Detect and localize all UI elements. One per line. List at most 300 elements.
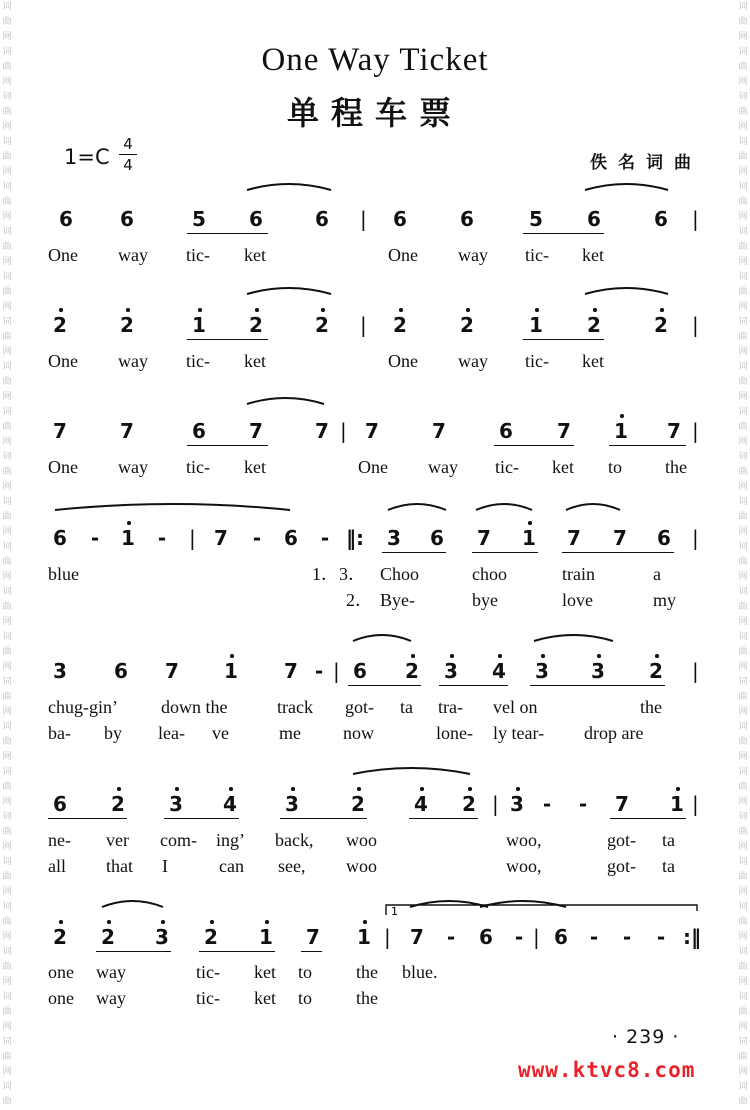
- watermark-glyph: 词: [738, 317, 748, 327]
- lyric: got-: [607, 830, 636, 850]
- watermark-glyph: 曲: [738, 602, 748, 612]
- hold-dash: -: [157, 526, 167, 550]
- lyric: got-: [607, 856, 636, 876]
- lyric: com-: [160, 830, 197, 850]
- watermark-glyph: 词: [738, 1037, 748, 1047]
- watermark-glyph: 曲: [2, 737, 12, 747]
- watermark-glyph: 网: [738, 617, 748, 627]
- note: 2: [109, 793, 127, 815]
- lyric: ne-: [48, 830, 71, 850]
- note: 1: [355, 926, 373, 948]
- watermark-glyph: 曲: [738, 1052, 748, 1062]
- watermark-glyph: 网: [738, 347, 748, 357]
- lyric: back,: [275, 830, 314, 850]
- slur-arc: [247, 184, 331, 190]
- lyric: tic-: [186, 457, 210, 477]
- watermark-glyph: 网: [2, 887, 12, 897]
- watermark-glyph: 曲: [2, 962, 12, 972]
- note: 6: [53, 792, 67, 816]
- watermark-glyph: 网: [738, 32, 748, 42]
- barline: |: [692, 792, 699, 816]
- watermark-glyph: 曲: [738, 557, 748, 567]
- lyric: tic-: [196, 962, 220, 982]
- slur-arc: [534, 635, 613, 641]
- lyric: ket: [552, 457, 574, 477]
- watermark-glyph: 网: [2, 482, 12, 492]
- lyric: my: [653, 590, 677, 610]
- watermark-glyph: 网: [738, 887, 748, 897]
- note: 6: [657, 526, 671, 550]
- lyric: ket: [244, 351, 266, 371]
- note: 1: [190, 314, 208, 336]
- lyric: ver: [106, 830, 129, 850]
- watermark-glyph: 词: [2, 92, 12, 102]
- watermark-glyph: 词: [738, 137, 748, 147]
- slur-arc: [480, 901, 566, 907]
- watermark-glyph: 网: [738, 752, 748, 762]
- watermark-glyph: 曲: [738, 17, 748, 27]
- note: 4: [221, 793, 239, 815]
- watermark-glyph: 词: [2, 812, 12, 822]
- note: 7: [214, 526, 228, 550]
- lyric: blue: [48, 564, 79, 584]
- watermark-glyph: 曲: [2, 62, 12, 72]
- watermark-glyph: 曲: [738, 467, 748, 477]
- watermark-glyph: 网: [738, 437, 748, 447]
- hold-dash: -: [622, 925, 632, 949]
- watermark-glyph: 词: [2, 857, 12, 867]
- note: 2: [652, 314, 670, 336]
- lyric: way: [96, 962, 126, 982]
- watermark-glyph: 词: [2, 227, 12, 237]
- lyric: that: [106, 856, 133, 876]
- volta-label: 1: [391, 905, 398, 918]
- watermark-glyph: 网: [738, 707, 748, 717]
- lyric: woo,: [506, 856, 542, 876]
- lyric: blue.: [402, 962, 438, 982]
- note: 2: [313, 314, 331, 336]
- watermark-glyph: 词: [738, 947, 748, 957]
- barline: |: [360, 313, 367, 337]
- watermark-glyph: 曲: [738, 737, 748, 747]
- note: 7: [165, 659, 179, 683]
- slur-arc: [410, 901, 488, 907]
- note: 3: [589, 660, 607, 682]
- watermark-glyph: 曲: [738, 917, 748, 927]
- watermark-glyph: 曲: [2, 647, 12, 657]
- lyric: the: [356, 962, 378, 982]
- note: 3: [167, 793, 185, 815]
- lyric: love: [562, 590, 593, 610]
- note: 2: [247, 314, 265, 336]
- watermark-glyph: 网: [2, 302, 12, 312]
- watermark-glyph: 曲: [2, 1097, 12, 1107]
- watermark-glyph: 网: [738, 212, 748, 222]
- watermark-glyph: 曲: [2, 1052, 12, 1062]
- barline: |: [492, 792, 499, 816]
- note: 2: [403, 660, 421, 682]
- note: 1: [612, 420, 630, 442]
- note: 6: [479, 925, 493, 949]
- watermark-glyph: 词: [2, 2, 12, 12]
- slur-arc: [55, 504, 290, 510]
- lyric: the: [640, 697, 662, 717]
- note: 1: [527, 314, 545, 336]
- slur-arc: [353, 635, 411, 641]
- note: 7: [249, 419, 263, 443]
- slur-arc: [585, 288, 668, 294]
- note: 7: [432, 419, 446, 443]
- watermark-glyph: 词: [738, 272, 748, 282]
- lyric: One: [48, 351, 78, 371]
- watermark-glyph: 词: [2, 992, 12, 1002]
- lyric: One: [358, 457, 388, 477]
- watermark-glyph: 曲: [738, 332, 748, 342]
- watermark-glyph: 曲: [738, 197, 748, 207]
- note: 6: [249, 207, 263, 231]
- repeat-barline: ‖:: [346, 526, 364, 550]
- watermark-glyph: 词: [738, 992, 748, 1002]
- watermark-glyph: 网: [2, 392, 12, 402]
- watermark-glyph: 网: [738, 572, 748, 582]
- barline: |: [692, 313, 699, 337]
- watermark-glyph: 曲: [738, 782, 748, 792]
- lyric: the: [665, 457, 687, 477]
- watermark-glyph: 网: [2, 1067, 12, 1077]
- watermark-glyph: 网: [2, 527, 12, 537]
- hold-dash: -: [578, 792, 588, 816]
- note: 6: [460, 207, 474, 231]
- note: 4: [412, 793, 430, 815]
- watermark-glyph: 词: [2, 587, 12, 597]
- note: 7: [410, 925, 424, 949]
- watermark-glyph: 曲: [738, 1097, 748, 1107]
- watermark-glyph: 网: [738, 1022, 748, 1032]
- note: 6: [499, 419, 513, 443]
- lyric: woo,: [506, 830, 542, 850]
- note: 2: [349, 793, 367, 815]
- note: 7: [120, 419, 134, 443]
- lyric: ket: [244, 245, 266, 265]
- watermark-glyph: 网: [738, 482, 748, 492]
- note: 2: [202, 926, 220, 948]
- lyric: tic-: [186, 245, 210, 265]
- note: 6: [353, 659, 367, 683]
- watermark-glyph: 词: [2, 272, 12, 282]
- lyric: drop are: [584, 723, 644, 743]
- watermark-glyph: 曲: [738, 512, 748, 522]
- note: 6: [654, 207, 668, 231]
- lyric: tic-: [495, 457, 519, 477]
- barline: |: [360, 207, 367, 231]
- barline: |: [189, 526, 196, 550]
- lyric: by: [104, 723, 122, 743]
- watermark-glyph: 曲: [2, 422, 12, 432]
- note: 7: [315, 419, 329, 443]
- lyric: tic-: [525, 245, 549, 265]
- watermark-glyph: 网: [2, 797, 12, 807]
- note: 2: [458, 314, 476, 336]
- watermark-glyph: 词: [2, 497, 12, 507]
- note: 7: [306, 925, 320, 949]
- watermark-glyph: 网: [2, 1022, 12, 1032]
- note: 7: [615, 792, 629, 816]
- lyric: One: [388, 245, 418, 265]
- watermark-glyph: 曲: [738, 377, 748, 387]
- watermark-glyph: 曲: [738, 242, 748, 252]
- slur-arc: [102, 901, 163, 907]
- watermark-glyph: 网: [738, 842, 748, 852]
- credit-line: 佚名词曲: [590, 153, 702, 173]
- watermark-glyph: 网: [738, 257, 748, 267]
- watermark-glyph: 网: [738, 167, 748, 177]
- watermark-glyph: 词: [738, 182, 748, 192]
- watermark-glyph: 曲: [2, 917, 12, 927]
- lyric: to: [298, 962, 313, 982]
- watermark-glyph: 网: [738, 122, 748, 132]
- lyric: a: [653, 564, 661, 584]
- lyric: got-: [345, 697, 374, 717]
- watermark-glyph: 网: [2, 617, 12, 627]
- watermark-glyph: 词: [738, 812, 748, 822]
- slur-arc: [247, 288, 331, 294]
- lyric: tic-: [196, 988, 220, 1008]
- hold-dash: -: [90, 526, 100, 550]
- watermark-glyph: 词: [2, 1082, 12, 1092]
- watermark-glyph: 网: [738, 392, 748, 402]
- note: 1: [520, 527, 538, 549]
- hold-dash: -: [589, 925, 599, 949]
- watermark-glyph: 曲: [738, 107, 748, 117]
- watermark-glyph: 词: [738, 1082, 748, 1092]
- watermark-glyph: 网: [738, 797, 748, 807]
- lyric: ing’: [216, 830, 245, 850]
- lyric: chug-gin’: [48, 697, 118, 717]
- note: 3: [283, 793, 301, 815]
- watermark-glyph: 曲: [2, 107, 12, 117]
- lyric: now: [343, 723, 374, 743]
- lyric: way: [118, 245, 148, 265]
- watermark-glyph: 网: [2, 32, 12, 42]
- barline: |: [340, 419, 347, 443]
- watermark-glyph: 词: [738, 857, 748, 867]
- watermark-glyph: 词: [2, 542, 12, 552]
- watermark-glyph: 网: [2, 122, 12, 132]
- note: 5: [192, 207, 206, 231]
- watermark-glyph: 词: [738, 542, 748, 552]
- note: 7: [53, 419, 67, 443]
- watermark-glyph: 网: [738, 527, 748, 537]
- note: 6: [393, 207, 407, 231]
- repeat-barline: :‖: [683, 925, 701, 949]
- watermark-glyph: 词: [2, 407, 12, 417]
- hold-dash: -: [656, 925, 666, 949]
- barline: |: [333, 659, 340, 683]
- watermark-glyph: 词: [2, 452, 12, 462]
- song-title-english: One Way Ticket: [261, 42, 489, 78]
- watermark-glyph: 曲: [738, 827, 748, 837]
- watermark-glyph: 曲: [738, 647, 748, 657]
- watermark-glyph: 曲: [2, 467, 12, 477]
- time-signature-bottom: 4: [123, 156, 133, 174]
- song-title-chinese: 单程车票: [286, 94, 463, 132]
- watermark-glyph: 网: [738, 77, 748, 87]
- watermark-glyph: 网: [2, 77, 12, 87]
- watermark-glyph: 曲: [738, 962, 748, 972]
- verse-number: 2．: [346, 590, 373, 610]
- lyric: woo: [346, 830, 377, 850]
- lyric: ly tear-: [493, 723, 545, 743]
- watermark-glyph: 网: [2, 932, 12, 942]
- note: 1: [668, 793, 686, 815]
- watermark-glyph: 词: [738, 677, 748, 687]
- note: 2: [118, 314, 136, 336]
- note: 6: [53, 526, 67, 550]
- watermark-glyph: 曲: [2, 827, 12, 837]
- lyric: down the: [161, 697, 228, 717]
- watermark-glyph: 网: [2, 347, 12, 357]
- slur-arc: [353, 768, 470, 774]
- lyric: ket: [582, 245, 604, 265]
- lyric: One: [48, 245, 78, 265]
- note: 3: [442, 660, 460, 682]
- slur-arc: [476, 504, 532, 510]
- barline: |: [692, 207, 699, 231]
- watermark-glyph: 曲: [2, 377, 12, 387]
- note: 7: [477, 526, 491, 550]
- lyric: ket: [254, 962, 276, 982]
- watermark-glyph: 曲: [738, 287, 748, 297]
- watermark-glyph: 词: [2, 137, 12, 147]
- watermark-glyph: 词: [2, 47, 12, 57]
- lyric: tra-: [438, 697, 463, 717]
- watermark-glyph: 曲: [738, 152, 748, 162]
- watermark-glyph: 词: [738, 92, 748, 102]
- watermark-glyph: 曲: [2, 692, 12, 702]
- barline: |: [692, 659, 699, 683]
- lyric: ta: [662, 856, 675, 876]
- watermark-glyph: 词: [2, 677, 12, 687]
- hold-dash: -: [446, 925, 456, 949]
- watermark-glyph: 曲: [2, 287, 12, 297]
- watermark-glyph: 曲: [2, 1007, 12, 1017]
- note: 1: [222, 660, 240, 682]
- watermark-glyph: 网: [2, 572, 12, 582]
- volta-bracket: [386, 905, 697, 915]
- lyric: One: [388, 351, 418, 371]
- note: 2: [460, 793, 478, 815]
- lyric: all: [48, 856, 66, 876]
- watermark-glyph: 词: [2, 632, 12, 642]
- watermark-glyph: 网: [2, 977, 12, 987]
- lyric: can: [219, 856, 244, 876]
- note: 7: [365, 419, 379, 443]
- note: 5: [529, 207, 543, 231]
- watermark-glyph: 曲: [2, 197, 12, 207]
- lyric: way: [428, 457, 458, 477]
- hold-dash: -: [252, 526, 262, 550]
- watermark-glyph: 词: [738, 452, 748, 462]
- note: 2: [585, 314, 603, 336]
- watermark-glyph: 词: [2, 722, 12, 732]
- note: 2: [391, 314, 409, 336]
- lyric: to: [298, 988, 313, 1008]
- note: 6: [284, 526, 298, 550]
- watermark-glyph: 词: [738, 587, 748, 597]
- watermark-glyph: 网: [738, 302, 748, 312]
- watermark-glyph: 词: [2, 182, 12, 192]
- note: 2: [51, 314, 69, 336]
- lyric: One: [48, 457, 78, 477]
- watermark-glyph: 网: [2, 707, 12, 717]
- slur-arc: [247, 398, 324, 404]
- note: 1: [257, 926, 275, 948]
- lyric: tic-: [186, 351, 210, 371]
- lyric: the: [356, 988, 378, 1008]
- watermark-glyph: 曲: [2, 782, 12, 792]
- watermark-glyph: 网: [2, 212, 12, 222]
- lyric: one: [48, 988, 74, 1008]
- site-url: www.ktvc8.com: [518, 1058, 696, 1082]
- note: 6: [430, 526, 444, 550]
- lyric: way: [458, 245, 488, 265]
- lyric: Choo: [380, 564, 420, 584]
- lyric: woo: [346, 856, 377, 876]
- note: 6: [587, 207, 601, 231]
- lyric: ba-: [48, 723, 71, 743]
- note: 6: [59, 207, 73, 231]
- lyric: see,: [278, 856, 306, 876]
- watermark-glyph: 词: [2, 362, 12, 372]
- watermark-glyph: 网: [2, 437, 12, 447]
- lyric: ta: [662, 830, 675, 850]
- note: 7: [667, 419, 681, 443]
- watermark-glyph: 曲: [2, 17, 12, 27]
- lyric: Bye-: [380, 590, 415, 610]
- note: 7: [567, 526, 581, 550]
- watermark-glyph: 曲: [2, 242, 12, 252]
- watermark-glyph: 曲: [2, 152, 12, 162]
- hold-dash: -: [542, 792, 552, 816]
- watermark-glyph: 网: [738, 1067, 748, 1077]
- lyric: way: [118, 351, 148, 371]
- watermark-glyph: 曲: [2, 602, 12, 612]
- watermark-glyph: 曲: [2, 512, 12, 522]
- watermark-glyph: 词: [2, 947, 12, 957]
- page-number: · 239 ·: [612, 1026, 680, 1048]
- watermark-glyph: 网: [738, 977, 748, 987]
- lyric: to: [608, 457, 623, 477]
- lyric: lone-: [436, 723, 473, 743]
- watermark-glyph: 网: [738, 932, 748, 942]
- note: 6: [554, 925, 568, 949]
- watermark-glyph: 网: [2, 167, 12, 177]
- lyric: track: [277, 697, 313, 717]
- key-signature: 1=C: [64, 145, 110, 169]
- lyric: bye: [472, 590, 498, 610]
- watermark-glyph: 曲: [2, 332, 12, 342]
- hold-dash: -: [314, 659, 324, 683]
- watermark-glyph: 曲: [738, 62, 748, 72]
- lyric: I: [162, 856, 168, 876]
- watermark-glyph: 词: [738, 362, 748, 372]
- note: 7: [613, 526, 627, 550]
- watermark-glyph: 词: [738, 407, 748, 417]
- watermark-glyph: 词: [738, 902, 748, 912]
- lyric: ket: [254, 988, 276, 1008]
- hold-dash: -: [320, 526, 330, 550]
- lyric: way: [96, 988, 126, 1008]
